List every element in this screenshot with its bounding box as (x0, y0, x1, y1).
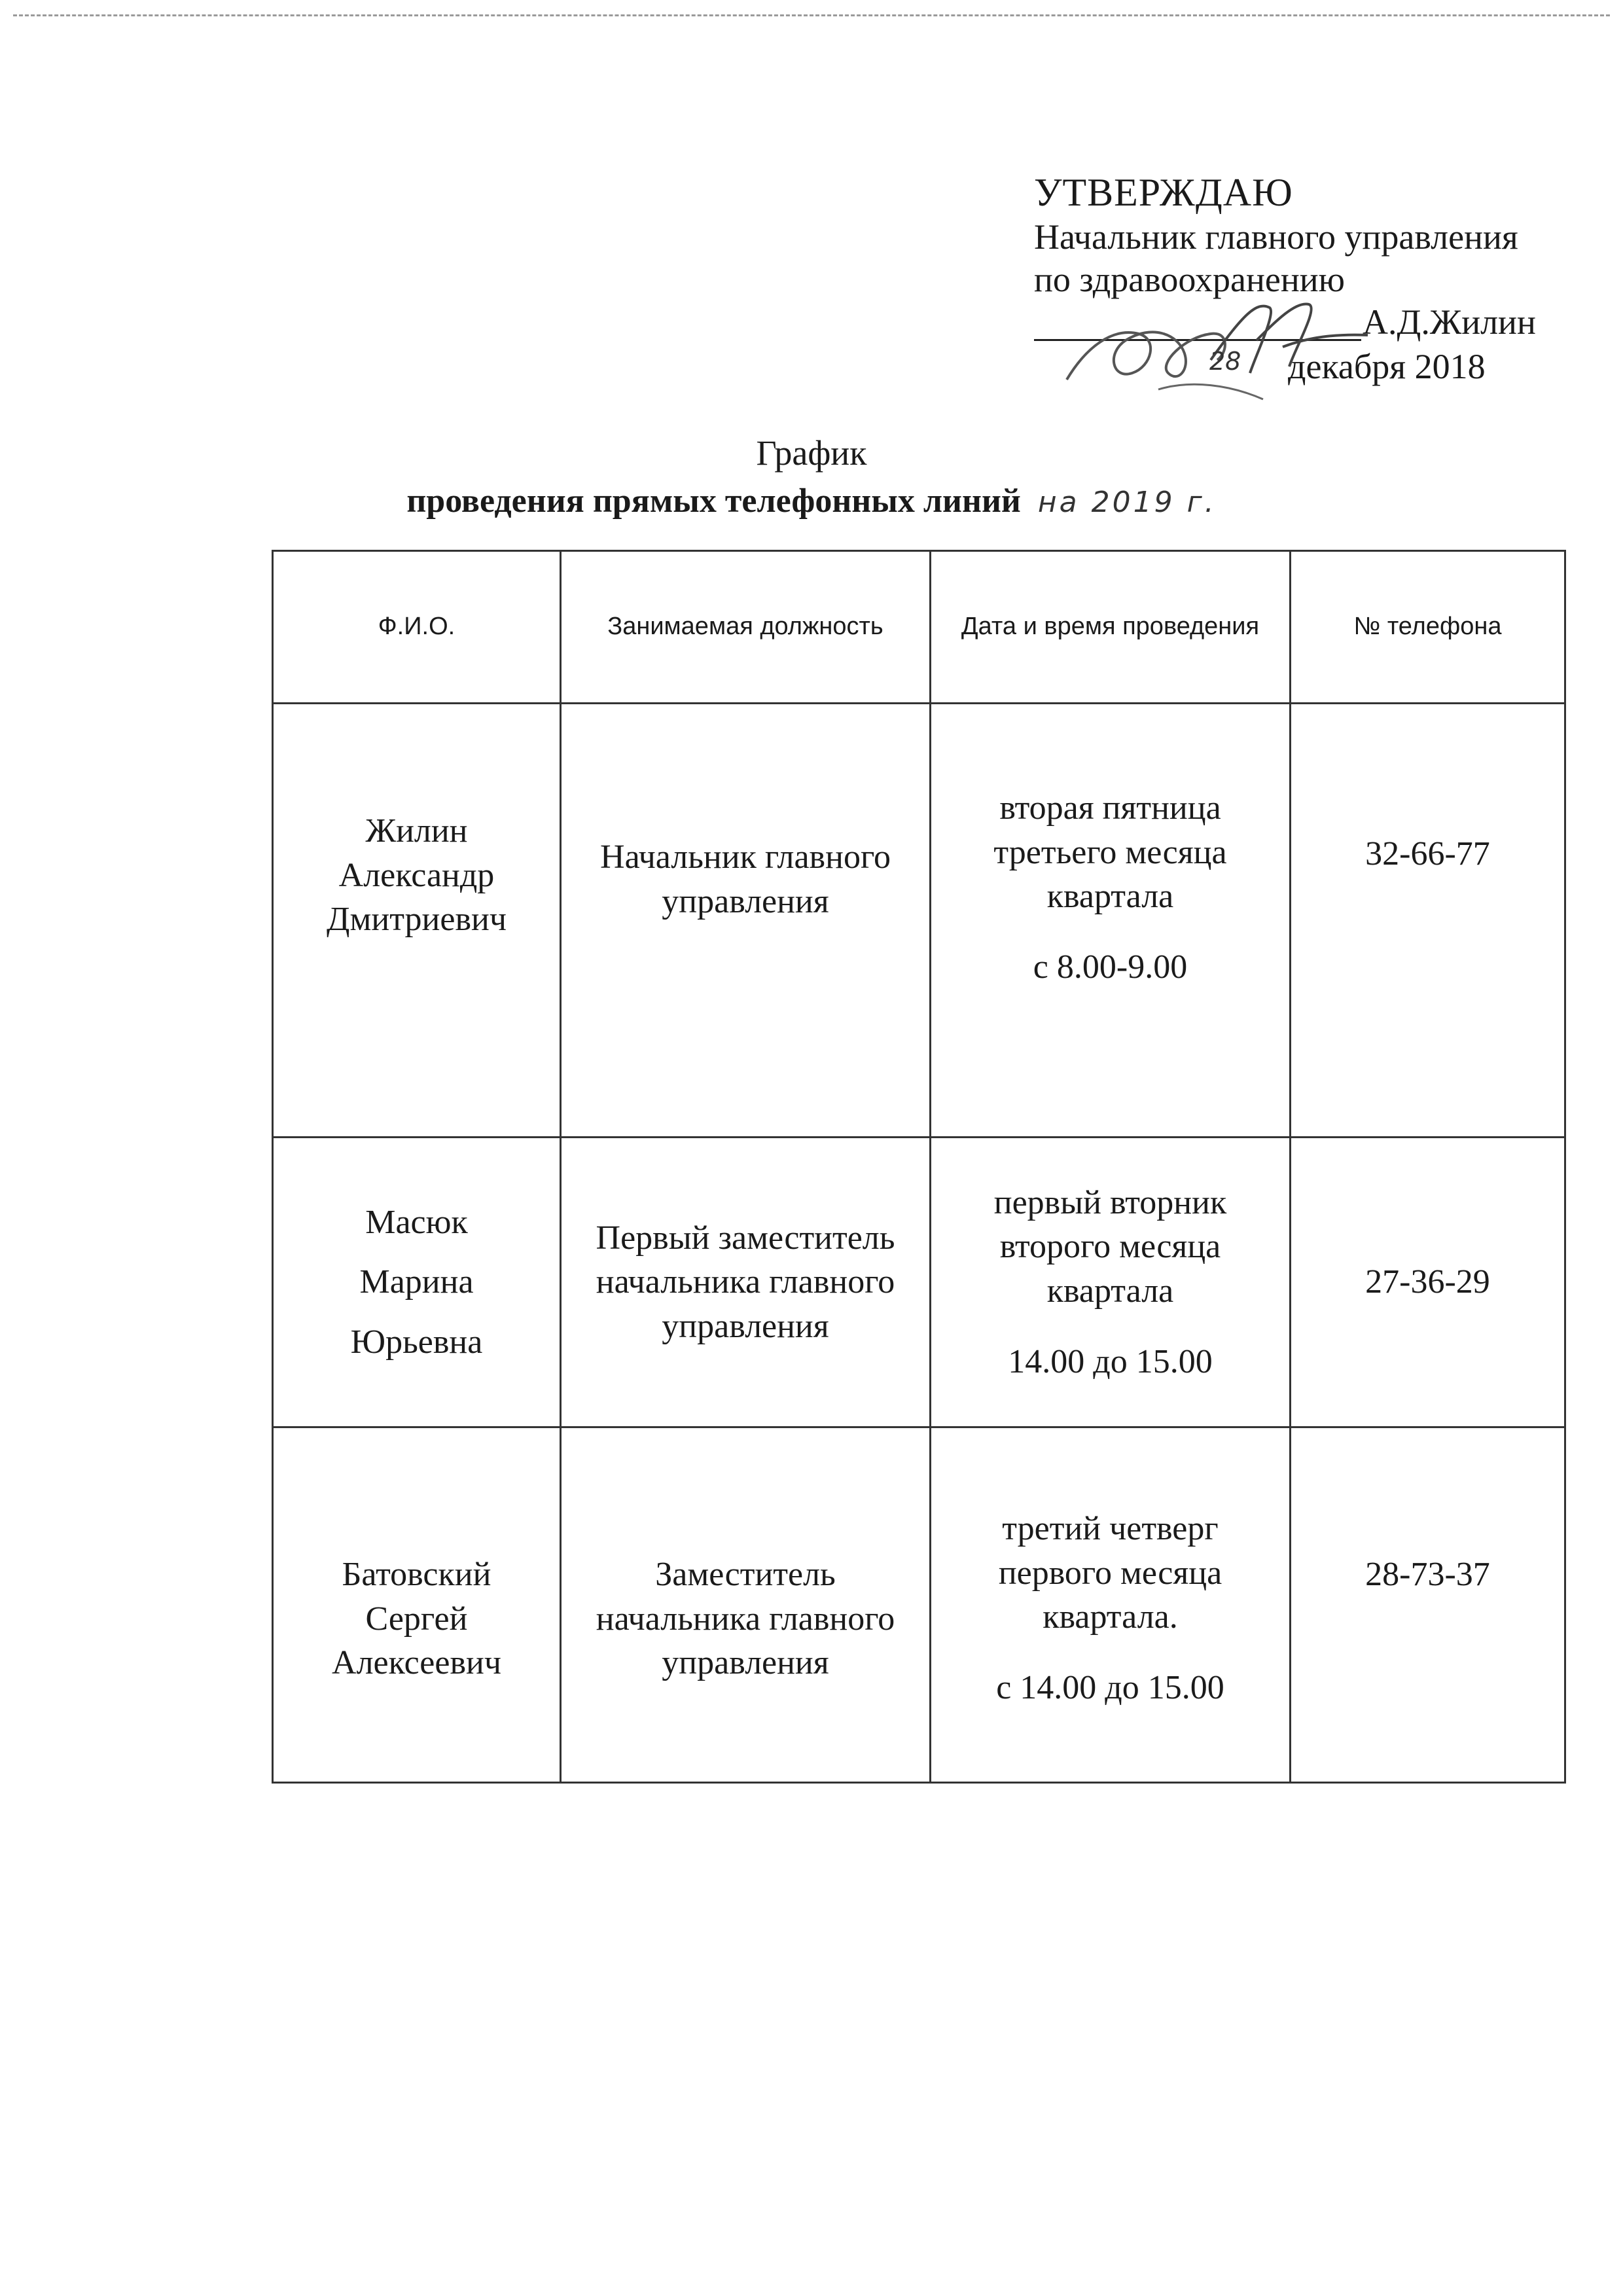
position-text: Первый заместитель начальника главного управления (596, 1219, 895, 1345)
time-text: с 14.00 до 15.00 (996, 1668, 1224, 1706)
last-name: Батовский (342, 1556, 491, 1593)
schedule-text: первый вторник второго месяца квартала (993, 1183, 1227, 1310)
time-text: с 8.00-9.00 (1033, 948, 1188, 986)
table-header-row (273, 551, 1565, 704)
header-position: Занимаемая должность (561, 551, 931, 704)
phone-number: 28-73-37 (1365, 1556, 1490, 1593)
approver-position-line-2: по здравоохранению (1034, 259, 1345, 299)
cell-datetime (931, 704, 1291, 1138)
document-subtitle (0, 481, 1623, 522)
datetime-stack (943, 704, 1277, 989)
approval-date-month-year: декабря 2018 (1288, 346, 1486, 386)
patronymic: Алексеевич (332, 1644, 501, 1682)
position-text: Начальник главного управления (600, 838, 891, 920)
top-edge-rule (13, 14, 1610, 16)
signer-name: А.Д.Жилин (1363, 302, 1536, 342)
signature-underline (1034, 339, 1361, 341)
schedule-text: третий четверг первого месяца квартала. (998, 1510, 1222, 1636)
cell-name (273, 1138, 561, 1427)
cell-phone (1291, 1138, 1565, 1427)
approval-heading: УТВЕРЖДАЮ (1034, 171, 1293, 214)
datetime-stack (943, 1181, 1277, 1384)
approval-date-day: 28 (1209, 346, 1241, 376)
first-name: Марина (359, 1263, 474, 1301)
cell-phone (1291, 1427, 1565, 1783)
approval-date-row (1034, 346, 1597, 391)
first-name: Сергей (365, 1600, 468, 1638)
schedule-table (272, 550, 1566, 1784)
cell-position (561, 1427, 931, 1783)
table-row (273, 1427, 1565, 1783)
table-row (273, 704, 1565, 1138)
name-stack (285, 1428, 548, 1685)
cell-position (561, 704, 931, 1138)
datetime-stack (943, 1428, 1277, 1710)
cell-datetime (931, 1138, 1291, 1427)
patronymic: Дмитриевич (326, 901, 507, 939)
document-title: График (756, 433, 867, 473)
header-phone: № телефона (1291, 551, 1565, 704)
last-name: Масюк (365, 1203, 468, 1241)
name-stack (285, 704, 548, 942)
name-stack (285, 1200, 548, 1365)
header-name: Ф.И.О. (273, 551, 561, 704)
position-text: Заместитель начальника главного управления (596, 1556, 895, 1682)
approval-block (1034, 169, 1597, 391)
first-name: Александр (338, 856, 495, 894)
header-datetime: Дата и время проведения (931, 551, 1291, 704)
schedule-text: вторая пятница третьего месяца квартала (993, 789, 1227, 916)
patronymic: Юрьевна (350, 1323, 483, 1361)
cell-name (273, 704, 561, 1138)
last-name: Жилин (365, 812, 468, 850)
cell-name (273, 1427, 561, 1783)
cell-position (561, 1138, 931, 1427)
signature-row (1034, 301, 1597, 346)
phone-number: 27-36-29 (1365, 1263, 1490, 1301)
document-subtitle-text: проведения прямых телефонных линий (406, 482, 1021, 520)
approver-position-line-1: Начальник главного управления (1034, 217, 1518, 257)
table-row (273, 1138, 1565, 1427)
handwritten-year-note: на 2019 г. (1037, 486, 1217, 519)
cell-phone (1291, 704, 1565, 1138)
time-text: 14.00 до 15.00 (1008, 1342, 1213, 1380)
cell-datetime (931, 1427, 1291, 1783)
phone-number: 32-66-77 (1365, 835, 1490, 872)
